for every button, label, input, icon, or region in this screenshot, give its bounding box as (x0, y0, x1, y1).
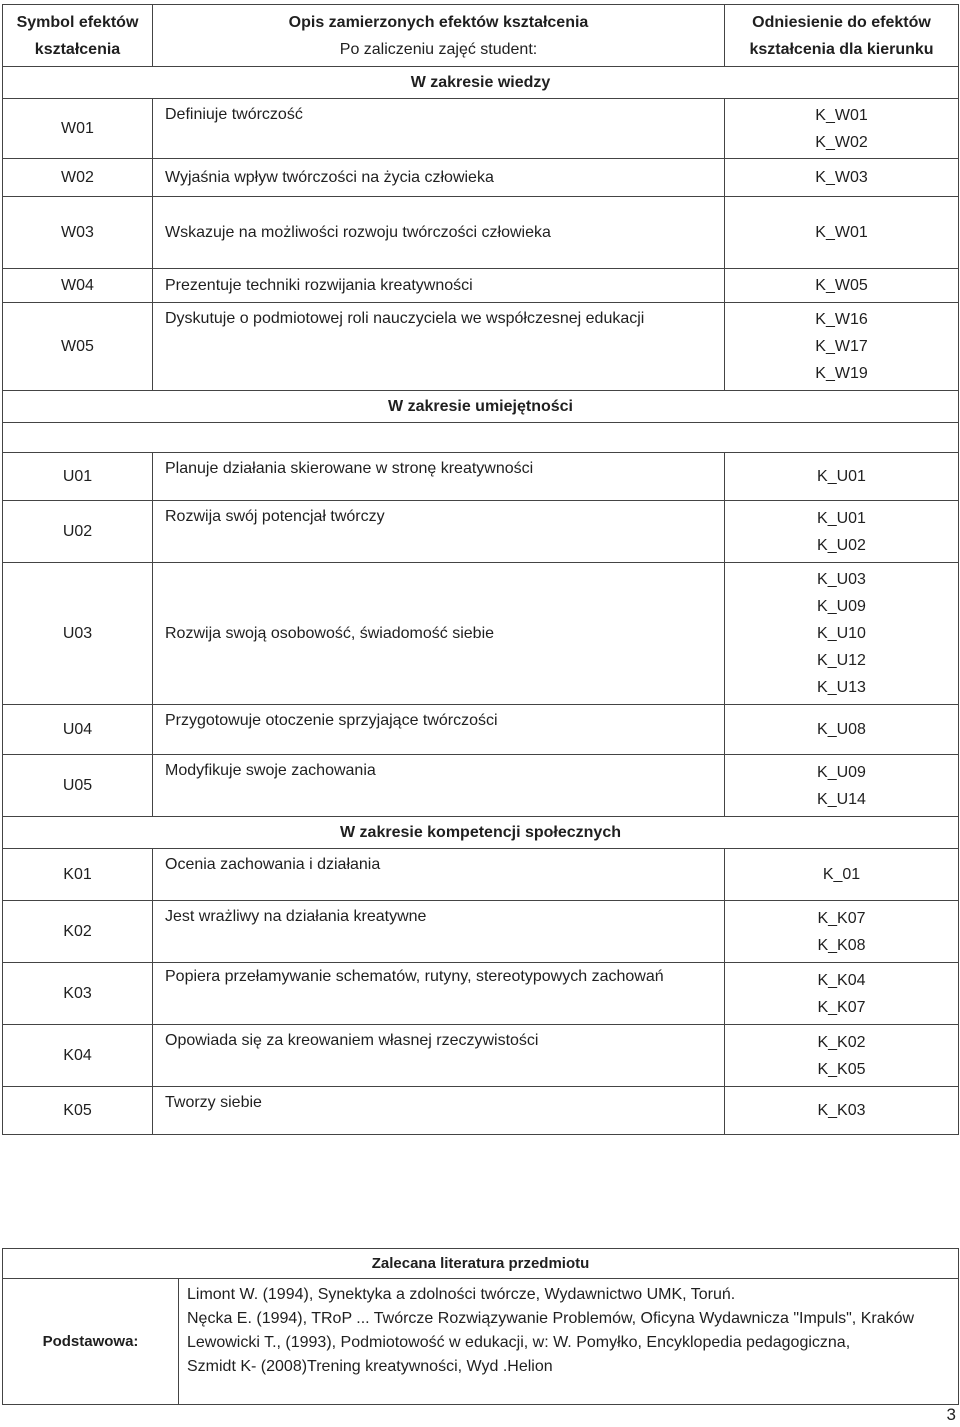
table-row (3, 269, 959, 303)
section-row-competences (3, 817, 959, 849)
outcome-description: Przygotowuje otoczenie sprzyjające twórczości (153, 705, 725, 755)
outcome-description: Tworzy siebie (153, 1087, 725, 1135)
outcome-symbol: K05 (3, 1087, 153, 1135)
table-row (3, 501, 959, 563)
literature-item: Nęcka E. (1994), TRoP ... Twórcze Rozwiązywanie Problemów, Oficyna Wydawnicza "Impuls", Kraków (187, 1310, 915, 1327)
outcome-reference: K_U08 (725, 705, 959, 755)
literature-row (3, 1279, 959, 1405)
literature-header-row (3, 1249, 959, 1279)
section-skills: W zakresie umiejętności (3, 391, 959, 423)
outcome-description: Wskazuje na możliwości rozwoju twórczości człowieka (153, 197, 725, 269)
literature-table (2, 1248, 959, 1405)
outcome-symbol: W05 (3, 303, 153, 391)
outcome-reference: K_W01 K_W02 (725, 99, 959, 159)
outcome-symbol: K02 (3, 901, 153, 963)
spacer-row (3, 423, 959, 453)
table-row (3, 705, 959, 755)
outcome-symbol: K01 (3, 849, 153, 901)
table-row (3, 453, 959, 501)
section-row-skills (3, 391, 959, 423)
outcome-reference: K_K07 K_K08 (725, 901, 959, 963)
outcome-symbol: W02 (3, 159, 153, 197)
outcome-reference: K_W01 (725, 197, 959, 269)
empty-row (3, 423, 959, 453)
outcome-symbol: U04 (3, 705, 153, 755)
table-row (3, 563, 959, 705)
outcome-reference: K_W03 (725, 159, 959, 197)
outcome-reference: K_K02 K_K05 (725, 1025, 959, 1087)
outcome-description: Wyjaśnia wpływ twórczości na życia człowieka (153, 159, 725, 197)
outcome-description: Definiuje twórczość (153, 99, 725, 159)
outcome-description: Opowiada się za kreowaniem własnej rzeczywistości (153, 1025, 725, 1087)
outcome-description: Dyskutuje o podmiotowej roli nauczyciela we współczesnej edukacji (153, 303, 725, 391)
learning-outcomes-table (2, 4, 959, 1135)
header-reference: Odniesienie do efektów kształcenia dla kierunku (725, 5, 959, 67)
outcome-reference: K_U01 K_U02 (725, 501, 959, 563)
outcome-reference: K_W16 K_W17 K_W19 (725, 303, 959, 391)
outcome-symbol: W03 (3, 197, 153, 269)
outcome-description: Rozwija swoją osobowość, świadomość siebie (153, 563, 725, 705)
section-knowledge: W zakresie wiedzy (3, 67, 959, 99)
header-description-title: Opis zamierzonych efektów kształcenia (288, 13, 589, 31)
table-row (3, 849, 959, 901)
literature-item: Szmidt K- (2008)Trening kreatywności, Wyd .Helion (187, 1358, 553, 1375)
section-competences: W zakresie kompetencji społecznych (3, 817, 959, 849)
outcome-description: Jest wrażliwy na działania kreatywne (153, 901, 725, 963)
outcome-symbol: W01 (3, 99, 153, 159)
header-description-sub: Po zaliczeniu zajęć student: (339, 40, 538, 58)
header-symbol: Symbol efektów kształcenia (3, 5, 153, 67)
table-row (3, 1025, 959, 1087)
outcome-reference: K_U03 K_U09 K_U10 K_U12 K_U13 (725, 563, 959, 705)
table-row (3, 159, 959, 197)
outcome-reference: K_U09 K_U14 (725, 755, 959, 817)
outcome-description: Modyfikuje swoje zachowania (153, 755, 725, 817)
header-description (153, 5, 725, 67)
outcome-symbol: U05 (3, 755, 153, 817)
outcome-reference: K_01 (725, 849, 959, 901)
table-row (3, 197, 959, 269)
table-row (3, 303, 959, 391)
outcome-reference: K_K04 K_K07 (725, 963, 959, 1025)
outcome-reference: K_W05 (725, 269, 959, 303)
outcome-reference: K_U01 (725, 453, 959, 501)
literature-list (179, 1279, 959, 1405)
table-row (3, 99, 959, 159)
literature-label: Podstawowa: (3, 1279, 179, 1405)
outcome-description: Planuje działania skierowane w stronę kreatywności (153, 453, 725, 501)
table-row (3, 755, 959, 817)
outcome-symbol: K04 (3, 1025, 153, 1087)
section-row-knowledge (3, 67, 959, 99)
header-row (3, 5, 959, 67)
literature-item: Lewowicki T., (1993), Podmiotowość w edukacji, w: W. Pomyłko, Encyklopedia pedagogiczna, (187, 1334, 851, 1351)
outcome-description: Popiera przełamywanie schematów, rutyny, stereotypowych zachowań (153, 963, 725, 1025)
outcome-reference: K_K03 (725, 1087, 959, 1135)
outcome-symbol: U02 (3, 501, 153, 563)
table-row (3, 963, 959, 1025)
outcome-description: Prezentuje techniki rozwijania kreatywności (153, 269, 725, 303)
outcome-description: Rozwija swój potencjał twórczy (153, 501, 725, 563)
outcome-symbol: K03 (3, 963, 153, 1025)
table-row (3, 1087, 959, 1135)
outcome-description: Ocenia zachowania i działania (153, 849, 725, 901)
table-row (3, 901, 959, 963)
outcome-symbol: U01 (3, 453, 153, 501)
page-number: 3 (946, 1405, 956, 1424)
outcome-symbol: U03 (3, 563, 153, 705)
literature-title: Zalecana literatura przedmiotu (3, 1249, 959, 1279)
literature-item: Limont W. (1994), Synektyka a zdolności twórcze, Wydawnictwo UMK, Toruń. (187, 1286, 736, 1303)
outcome-symbol: W04 (3, 269, 153, 303)
